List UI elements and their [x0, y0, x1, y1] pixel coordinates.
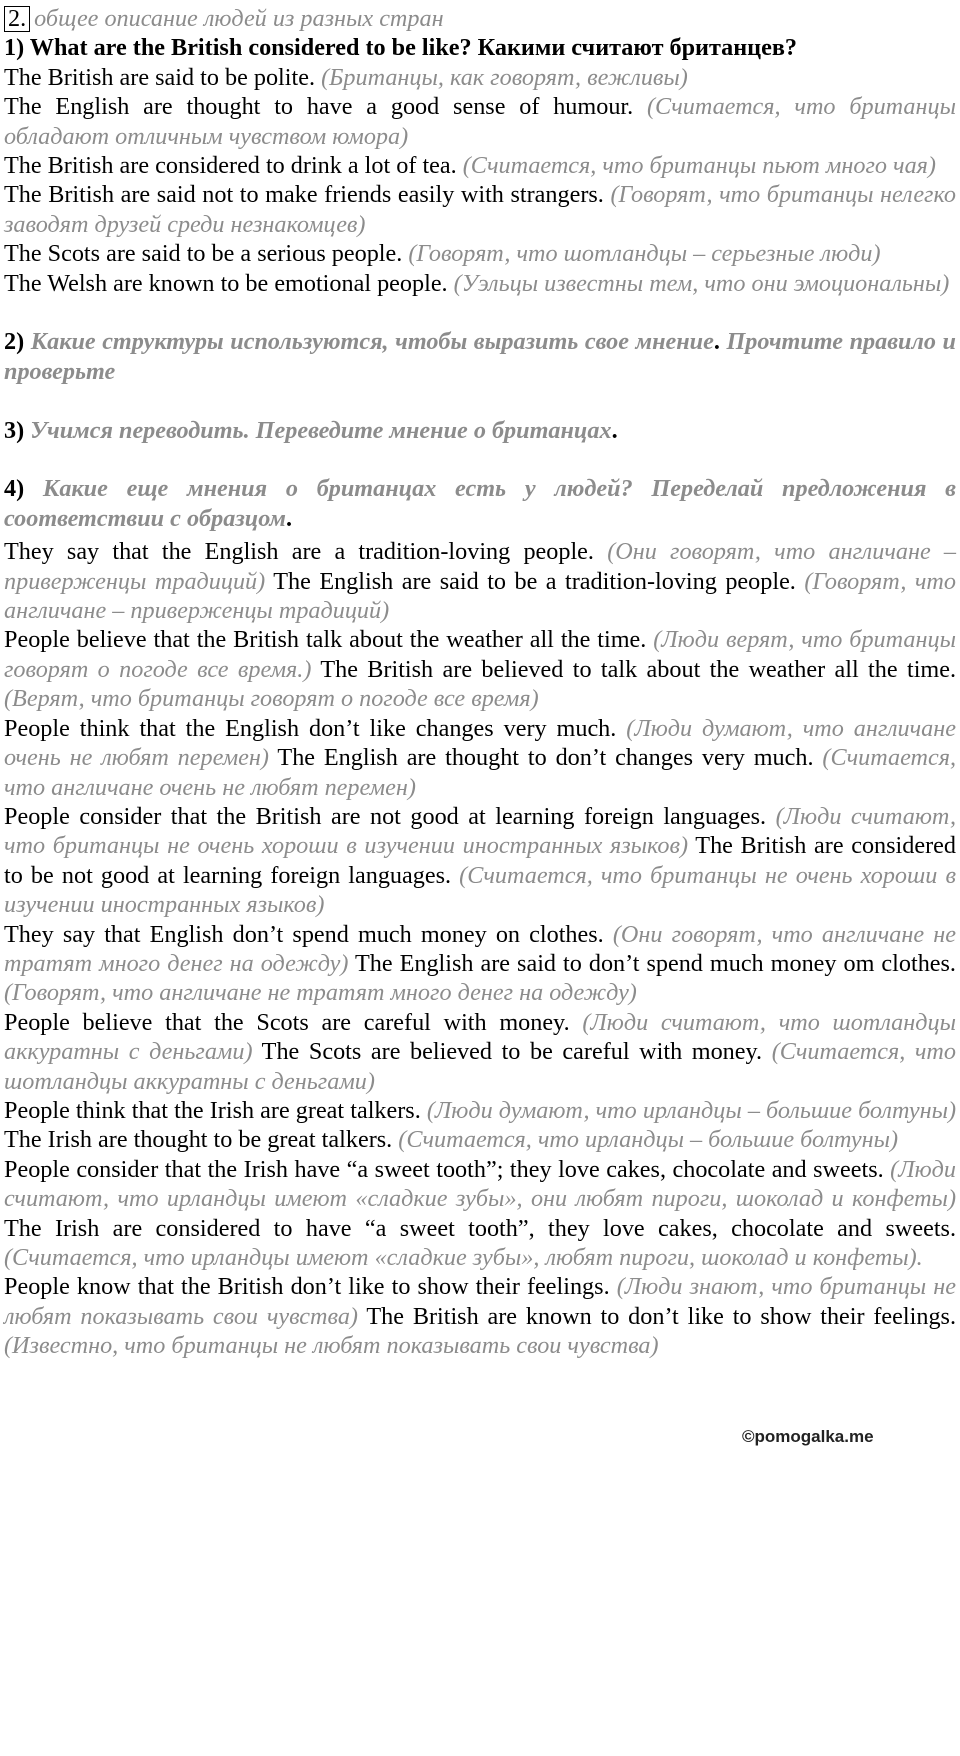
- russian-translation: (Уэльцы известны тем, что они эмоциональны): [453, 269, 950, 297]
- original-translation: (Они говорят, что англичане не тратят много денег на одежду): [4, 920, 956, 977]
- english-sentence: The British are said not to make friends easily with strangers.: [4, 181, 611, 209]
- answer-item: [4, 1008, 956, 1096]
- original-translation: (Люди думают, что ирландцы – большие болтуны): [426, 1096, 956, 1124]
- site-watermark: ©pomogalka.me: [742, 1427, 874, 1446]
- question-4-heading: [4, 474, 956, 533]
- original-translation: (Люди верят, что британцы говорят о погоде все время.): [4, 626, 956, 683]
- exercise-number: 2.: [4, 6, 30, 32]
- exercise-header: [4, 4, 956, 33]
- q1-item: [4, 269, 956, 298]
- english-sentence: The Scots are said to be a serious people.: [4, 240, 409, 268]
- question-text: Какие еще мнения о британцах есть у людей? Переделай предложения в соответствии с образцом: [4, 475, 956, 532]
- russian-translation: (Говорят, что британцы нелегко заводят друзей среди незнакомцев): [4, 181, 956, 238]
- q1-item: [4, 63, 956, 92]
- transformed-translation: (Считается, что ирландцы – большие болтуны): [398, 1126, 899, 1154]
- original-translation: (Люди считают, что британцы не очень хороши в изучении иностранных языков): [4, 802, 956, 860]
- english-sentence: The Welsh are known to be emotional people.: [4, 269, 454, 297]
- original-translation: (Люди знают, что британцы не любят показывать свои чувства): [4, 1273, 956, 1330]
- question-dot: .: [713, 328, 720, 356]
- q1-item: [4, 151, 956, 180]
- original-sentence: People think that the English don’t like changes very much.: [4, 714, 627, 742]
- english-sentence: The British are considered to drink a lot of tea.: [4, 152, 463, 180]
- transformed-translation: (Говорят, что англичане – приверженцы традиций): [4, 567, 956, 625]
- original-sentence: They say that the English are a tradition-loving people.: [4, 538, 608, 566]
- original-translation: (Люди считают, что ирландцы имеют «сладкие зубы», они любят пироги, шоколад и конфеты): [4, 1155, 956, 1213]
- transformed-translation: (Известно, что британцы не любят показывать свои чувства): [4, 1332, 659, 1360]
- question-dot: .: [285, 504, 292, 532]
- question-text: Учимся переводить. Переведите мнение о британцах: [30, 416, 612, 444]
- original-translation: (Они говорят, что англичане – приверженцы традиций): [4, 538, 956, 595]
- transformed-translation: (Считается, что англичане очень не любят перемен): [4, 744, 956, 801]
- transformed-sentence: The English are said to don’t spend much money om clothes.: [348, 949, 956, 977]
- english-sentence: The British are said to be polite.: [4, 63, 322, 91]
- answer-item: [4, 625, 956, 713]
- original-sentence: They say that English don’t spend much money on clothes.: [4, 920, 613, 948]
- q1-item: [4, 239, 956, 268]
- question-text: Какие структуры используются, чтобы выразить свое мнение: [30, 328, 714, 356]
- original-sentence: People think that the Irish are great talkers.: [4, 1096, 427, 1124]
- question-3-heading: [4, 416, 956, 445]
- spacer: [4, 298, 956, 327]
- transformed-translation: (Верят, что британцы говорят о погоде все время): [4, 685, 539, 713]
- exercise-subtitle: общее описание людей из разных стран: [34, 5, 444, 32]
- spacer: [4, 386, 956, 415]
- transformed-translation: (Считается, что шотландцы аккуратны с деньгами): [4, 1038, 956, 1095]
- russian-translation: (Британцы, как говорят, вежливы): [321, 63, 688, 91]
- english-sentence: The English are thought to have a good sense of humour.: [4, 93, 647, 121]
- original-translation: (Люди думают, что англичане очень не любят перемен): [4, 714, 956, 772]
- transformed-sentence: The English are said to be a tradition-loving people.: [265, 567, 805, 595]
- transformed-sentence: The British are considered to be not good at learning foreign languages.: [4, 832, 956, 889]
- original-sentence: People consider that the Irish have “a sweet tooth”; they love cakes, chocolate and sweets.: [4, 1155, 891, 1183]
- question-number: 4): [4, 475, 43, 503]
- answer-item: [4, 714, 956, 802]
- question-dot: .: [611, 416, 618, 444]
- question-number: 2): [4, 328, 31, 356]
- original-sentence: People believe that the British talk about the weather all the time.: [4, 626, 654, 654]
- question-2-heading: [4, 327, 956, 386]
- transformed-sentence: The English are thought to don’t changes very much.: [268, 744, 823, 772]
- transformed-sentence: The Irish are considered to have “a sweet tooth”, they love cakes, chocolate and sweets.: [4, 1214, 956, 1242]
- answer-item: [4, 1272, 956, 1360]
- original-translation: (Люди считают, что шотландцы аккуратны с деньгами): [4, 1008, 956, 1066]
- transformed-sentence: The Scots are believed to be careful with money.: [252, 1038, 772, 1066]
- transformed-translation: (Считается, что британцы не очень хороши в изучении иностранных языков): [4, 861, 956, 919]
- q1-item: [4, 180, 956, 239]
- transformed-sentence: The British are known to don’t like to show their feelings.: [358, 1302, 956, 1330]
- question-text-continued: Прочтите правило и проверьте: [4, 328, 956, 385]
- original-sentence: People consider that the British are not good at learning foreign languages.: [4, 802, 776, 830]
- answer-item: [4, 920, 956, 1008]
- original-sentence: People know that the British don’t like to show their feelings.: [4, 1273, 617, 1301]
- transformed-sentence: The Irish are thought to be great talkers.: [4, 1126, 399, 1154]
- spacer: [4, 445, 956, 474]
- answer-item: [4, 537, 956, 625]
- original-sentence: People believe that the Scots are careful with money.: [4, 1008, 583, 1036]
- transformed-sentence: The British are believed to talk about the weather all the time.: [311, 655, 957, 683]
- answer-item: [4, 802, 956, 920]
- russian-translation: (Считается, что британцы обладают отличным чувством юмора): [4, 93, 956, 150]
- transformed-translation: (Говорят, что англичане не тратят много денег на одежду): [4, 979, 637, 1007]
- q1-item: [4, 92, 956, 151]
- question-number: 3): [4, 416, 31, 444]
- transformed-translation: (Считается, что ирландцы имеют «сладкие зубы», любят пироги, шоколад и конфеты).: [4, 1244, 923, 1272]
- question-1-heading: 1) What are the British considered to be like? Какими считают британцев?: [4, 34, 798, 62]
- answer-item: [4, 1155, 956, 1273]
- answer-item: [4, 1096, 956, 1155]
- russian-translation: (Говорят, что шотландцы – серьезные люди): [408, 240, 881, 268]
- russian-translation: (Считается, что британцы пьют много чая): [462, 152, 936, 180]
